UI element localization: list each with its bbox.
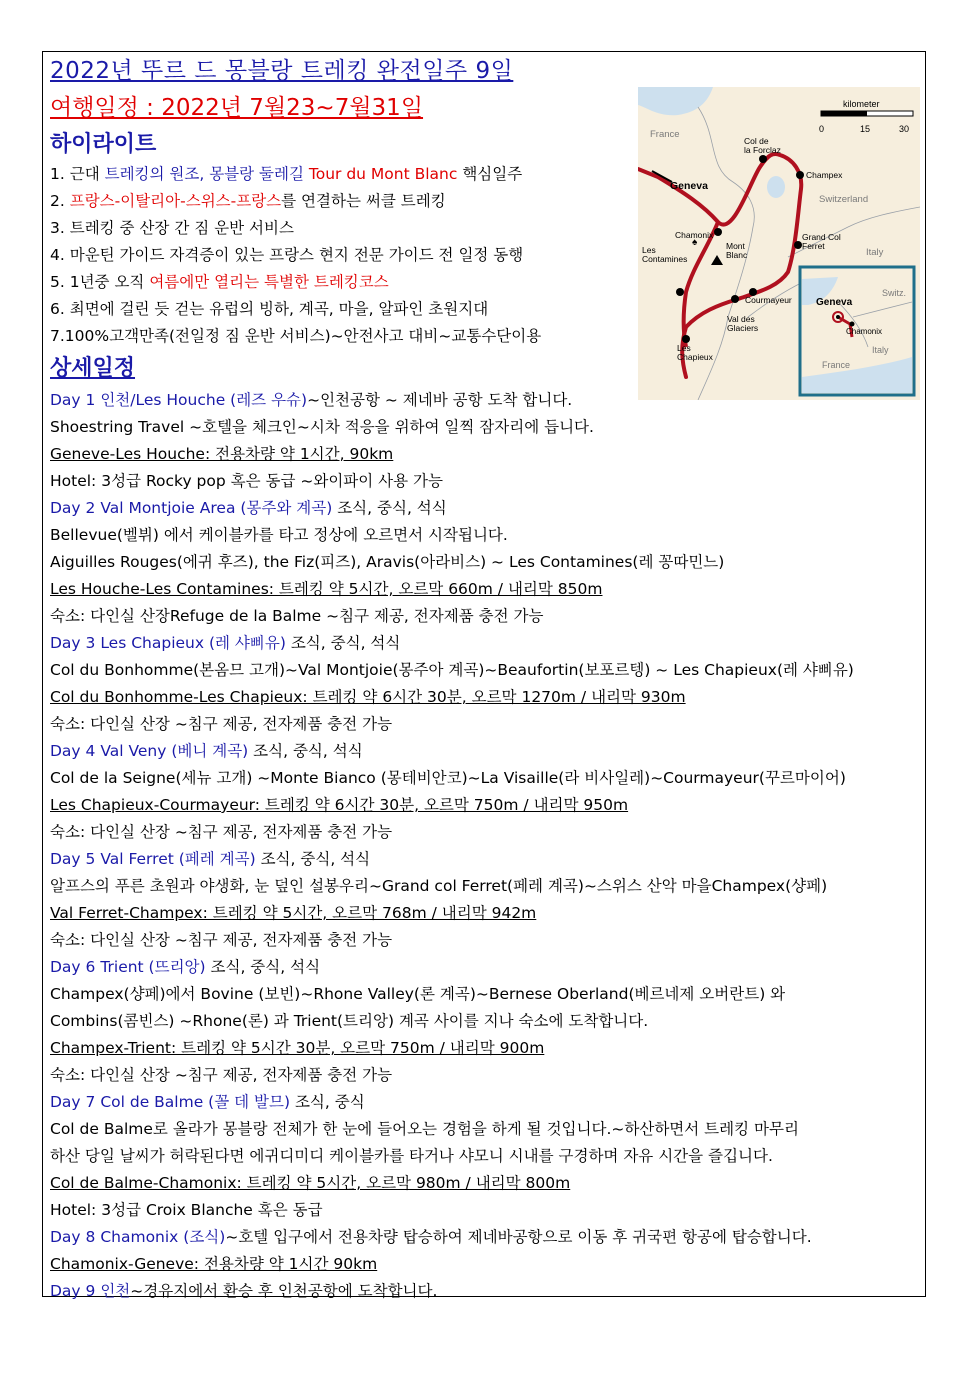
hiker-icon: ♠ <box>692 237 698 248</box>
day-7-lodging: Hotel: 3성급 Croix Blanche 혹은 동급 <box>50 1201 323 1219</box>
day-5-route: Val Ferret-Champex: 트레킹 약 5시간, 오르막 768m / 내리막 942m <box>50 904 537 922</box>
map-label-italy: Italy <box>866 247 884 258</box>
scale-tick-0: 0 <box>819 124 825 134</box>
scale-tick-30: 30 <box>899 124 910 134</box>
day-1-header: Day 1 인천/Les Houche (레즈 우슈)~인천공항 ~ 제네바 공항 도착 합니다. <box>50 391 573 409</box>
map-label-france: France <box>650 129 680 140</box>
day-2-desc-1: Bellevue(벨뷔) 에서 케이블카를 타고 정상에 오르면서 시작됩니다. <box>50 526 508 544</box>
day-4-desc: Col de la Seigne(세뉴 고개) ~Monte Bianco (몽테비안코)~La Visaille(라 비사일레)~Courmayeur(꾸르마이어) <box>50 769 846 787</box>
scale-title: kilometer <box>843 99 880 109</box>
map-label-col-de-la-forclaz: Col de la Forclaz <box>744 136 781 155</box>
day-2-lodging: 숙소: 다인실 산장Refuge de la Balme ~침구 제공, 전자제품 충전 가능 <box>50 607 544 625</box>
stop-champex <box>796 171 804 179</box>
map-label-grand-col-ferret: Grand Col Ferret <box>802 232 841 251</box>
day-5-desc: 알프스의 푸른 초원과 야생화, 눈 덮인 설봉우리~Grand col Ferret(페레 계곡)~스위스 산악 마을Champex(샹페) <box>50 877 828 895</box>
day-5-lodging: 숙소: 다인실 산장 ~침구 제공, 전자제품 충전 가능 <box>50 931 393 949</box>
day-3-lodging: 숙소: 다인실 산장 ~침구 제공, 전자제품 충전 가능 <box>50 715 393 733</box>
day-3-desc: Col du Bonhomme(본옴므 고개)~Val Montjoie(몽주아 계곡)~Beaufortin(보포르텡) ~ Les Chapieux(레 샤삐유) <box>50 661 854 679</box>
highlight-item-3: 3. 트레킹 중 산장 간 짐 운반 서비스 <box>50 219 294 237</box>
map-label-les-chapieux: Les Chapieux <box>677 343 713 362</box>
inset-label-france: France <box>822 360 851 370</box>
day-1-lodging: Hotel: 3성급 Rocky pop 혹은 동급 ~와이파이 사용 가능 <box>50 472 444 490</box>
map-label-chamonix: Chamonix <box>675 230 714 240</box>
day-2-desc-2: Aiguilles Rouges(에귀 후즈), the Fiz(피즈), Aravis(아라비스) ~ Les Contamines(레 꽁따민느) <box>50 553 725 571</box>
day-7-route: Col de Balme-Chamonix: 트레킹 약 5시간, 오르막 980m / 내리막 800m <box>50 1174 571 1192</box>
map-label-les-contamines: Les Contamines <box>642 245 688 264</box>
page-title: 2022년 뚜르 드 몽블랑 트레킹 완전일주 9일 <box>50 58 514 84</box>
details-heading: 상세일정 <box>50 356 136 381</box>
day-6-header: Day 6 Trient (뜨리앙) 조식, 중식, 석식 <box>50 958 321 976</box>
day-7-desc-1: Col de Balme로 올라가 몽블랑 전체가 한 눈에 들어오는 경험을 하게 될 것입니다.~하산하면서 트레킹 마무리 <box>50 1120 799 1138</box>
lake <box>767 176 785 198</box>
tmb-route-map <box>638 87 920 400</box>
stop-les-chapieux <box>682 335 690 343</box>
map-label-courmayeur: Courmayeur <box>745 295 792 305</box>
day-9-header: Day 9 인천~경유지에서 환승 후 인천공항에 도착합니다. <box>50 1282 438 1300</box>
inset-label-switz: Switz. <box>882 288 907 298</box>
map-label-val-des-glaciers: Val des Glaciers <box>727 314 759 333</box>
day-6-desc-2: Combins(콤빈스) ~Rhone(론) 과 Trient(트리앙) 계곡 사이를 지나 숙소에 도착합니다. <box>50 1012 649 1030</box>
scale-bar-fill <box>821 111 867 116</box>
stop-chamonix <box>714 228 722 236</box>
day-1-desc: Shoestring Travel ~호텔을 체크인~시차 적응을 위하여 일찍 잠자리에 듭니다. <box>50 418 594 436</box>
day-6-lodging: 숙소: 다인실 산장 ~침구 제공, 전자제품 충전 가능 <box>50 1066 393 1084</box>
day-8-route: Chamonix-Geneve: 전용차량 약 1시간 90km <box>50 1255 378 1273</box>
highlight-item-7: 7.100%고객만족(전일정 짐 운반 서비스)~안전사고 대비~교통수단이용 <box>50 327 542 345</box>
highlight-item-5: 5. 1년중 오직 여름에만 열리는 특별한 트레킹코스 <box>50 273 389 291</box>
map-label-switzerland: Switzerland <box>819 194 869 205</box>
inset-marker-dot <box>836 315 840 319</box>
day-4-header: Day 4 Val Veny (베니 계곡) 조식, 중식, 석식 <box>50 742 363 760</box>
day-6-route: Champex-Trient: 트레킹 약 5시간 30분, 오르막 750m / 내리막 900m <box>50 1039 545 1057</box>
day-1-route: Geneve-Les Houche: 전용차량 약 1시간, 90km <box>50 445 394 463</box>
highlights-heading: 하이라이트 <box>50 132 157 157</box>
day-4-lodging: 숙소: 다인실 산장 ~침구 제공, 전자제품 충전 가능 <box>50 823 393 841</box>
inset-label-italy: Italy <box>872 345 889 355</box>
map-label-mont-blanc: Mont Blanc <box>726 241 748 260</box>
day-7-desc-2: 하산 당일 날씨가 허락된다면 에귀디미디 케이블카를 타거나 샤모니 시내를 구경하며 자유 시간을 즐깁니다. <box>50 1147 773 1165</box>
day-3-route: Col du Bonhomme-Les Chapieux: 트레킹 약 6시간 30분, 오르막 1270m / 내리막 930m <box>50 688 686 706</box>
map-label-geneva: Geneva <box>670 180 708 192</box>
day-7-header: Day 7 Col de Balme (꼴 데 발므) 조식, 중식 <box>50 1093 365 1111</box>
inset-label-geneva: Geneva <box>816 297 853 308</box>
highlight-item-2: 2. 프랑스-이탈리아-스위스-프랑스를 연결하는 써클 트레킹 <box>50 192 446 210</box>
stop-les-contamines <box>676 288 684 296</box>
day-3-header: Day 3 Les Chapieux (레 샤삐유) 조식, 중식, 석식 <box>50 634 401 652</box>
scale-tick-15: 15 <box>860 124 871 134</box>
inset-map <box>800 267 914 395</box>
day-2-route: Les Houche-Les Contamines: 트레킹 약 5시간, 오르막 660m / 내리막 850m <box>50 580 603 598</box>
day-4-route: Les Chapieux-Courmayeur: 트레킹 약 6시간 30분, 오르막 750m / 내리막 950m <box>50 796 629 814</box>
highlight-item-4: 4. 마운틴 가이드 자격증이 있는 프랑스 현지 전문 가이드 전 일정 동행 <box>50 246 524 264</box>
highlight-item-1: 1. 근대 트레킹의 원조, 몽블랑 둘레길 Tour du Mont Blanc 핵심일주 <box>50 165 523 183</box>
day-6-desc-1: Champex(샹페)에서 Bovine (보빈)~Rhone Valley(론 계곡)~Bernese Oberland(베르네제 오버란트) 와 <box>50 985 786 1003</box>
inset-label-chamonix: Chamonix <box>846 327 883 336</box>
stop-grand-col-ferret <box>794 241 802 249</box>
inset-chamonix-dot <box>850 322 855 327</box>
stop-col-de-la-forclaz <box>759 155 767 163</box>
map-label-champex: Champex <box>806 170 843 180</box>
day-8-header: Day 8 Chamonix (조식)~호텔 입구에서 전용차량 탑승하여 제네바공항으로 이동 후 귀국편 항공에 탑승합니다. <box>50 1228 812 1246</box>
travel-dates: 여행일정 : 2022년 7월23~7월31일 <box>50 95 424 121</box>
day-2-header: Day 2 Val Montjoie Area (몽주와 계곡) 조식, 중식, 석식 <box>50 499 447 517</box>
highlight-item-6: 6. 최면에 걸린 듯 걷는 유럽의 빙하, 계곡, 마을, 알파인 초원지대 <box>50 300 489 318</box>
stop-val-des-glaciers <box>731 295 739 303</box>
day-5-header: Day 5 Val Ferret (페레 계곡) 조식, 중식, 석식 <box>50 850 371 868</box>
